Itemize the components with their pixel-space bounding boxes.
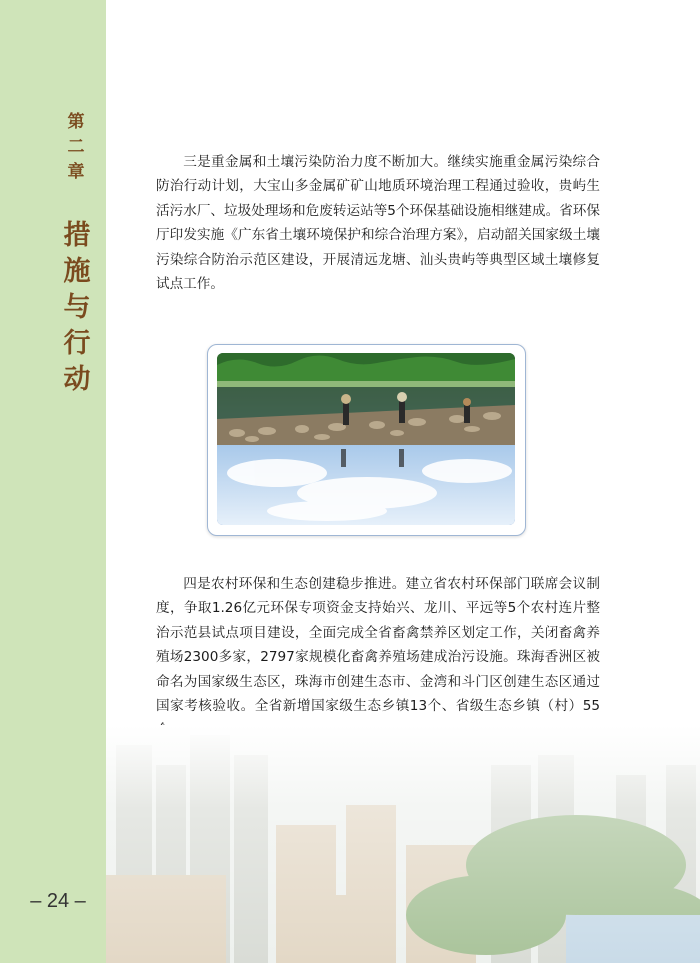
photo-frame xyxy=(207,344,526,536)
chapter-number: 第 二 章 xyxy=(67,112,85,182)
body-paragraph-1: 三是重金属和土壤污染防治力度不断加大。继续实施重金属污染综合防治行动计划，大宝山多金属矿矿山地质环境治理工程通过验收，贵屿生活污水厂、垃圾处理场和危废转运站等5个环保基础设施相继建成。省环保厅印发实施《广东省土壤环境保护和综合治理方案》，启动韶关国家级土壤污染综合防治示范区建设，开展清远龙塘、汕头贵屿等典型区域土壤修复试点工作。 xyxy=(156,154,600,293)
chapter-sidebar xyxy=(0,0,106,963)
page-number: – 24 – xyxy=(30,890,86,912)
body-paragraph-2: 四是农村环保和生态创建稳步推进。建立省农村环保部门联席会议制度，争取1.26亿元环保专项资金支持始兴、龙川、平远等5个农村连片整治示范县试点项目建设，全面完成全省畜禽禁养区划定工作，关闭畜禽养殖场2300多家，2797家规模化畜禽养殖场建成治污设施。珠海香洲区被命名为国家级生态区，珠海市创建生态市、金湾和斗门区创建生态区通过国家考核验收。全省新增国家级生态乡镇13个、省级生态乡镇（村）55 xyxy=(156,576,600,715)
river-workers-photo xyxy=(217,353,515,525)
city-skyline-background xyxy=(106,725,700,963)
chapter-title: 措 施 与 行 动 xyxy=(63,220,91,395)
